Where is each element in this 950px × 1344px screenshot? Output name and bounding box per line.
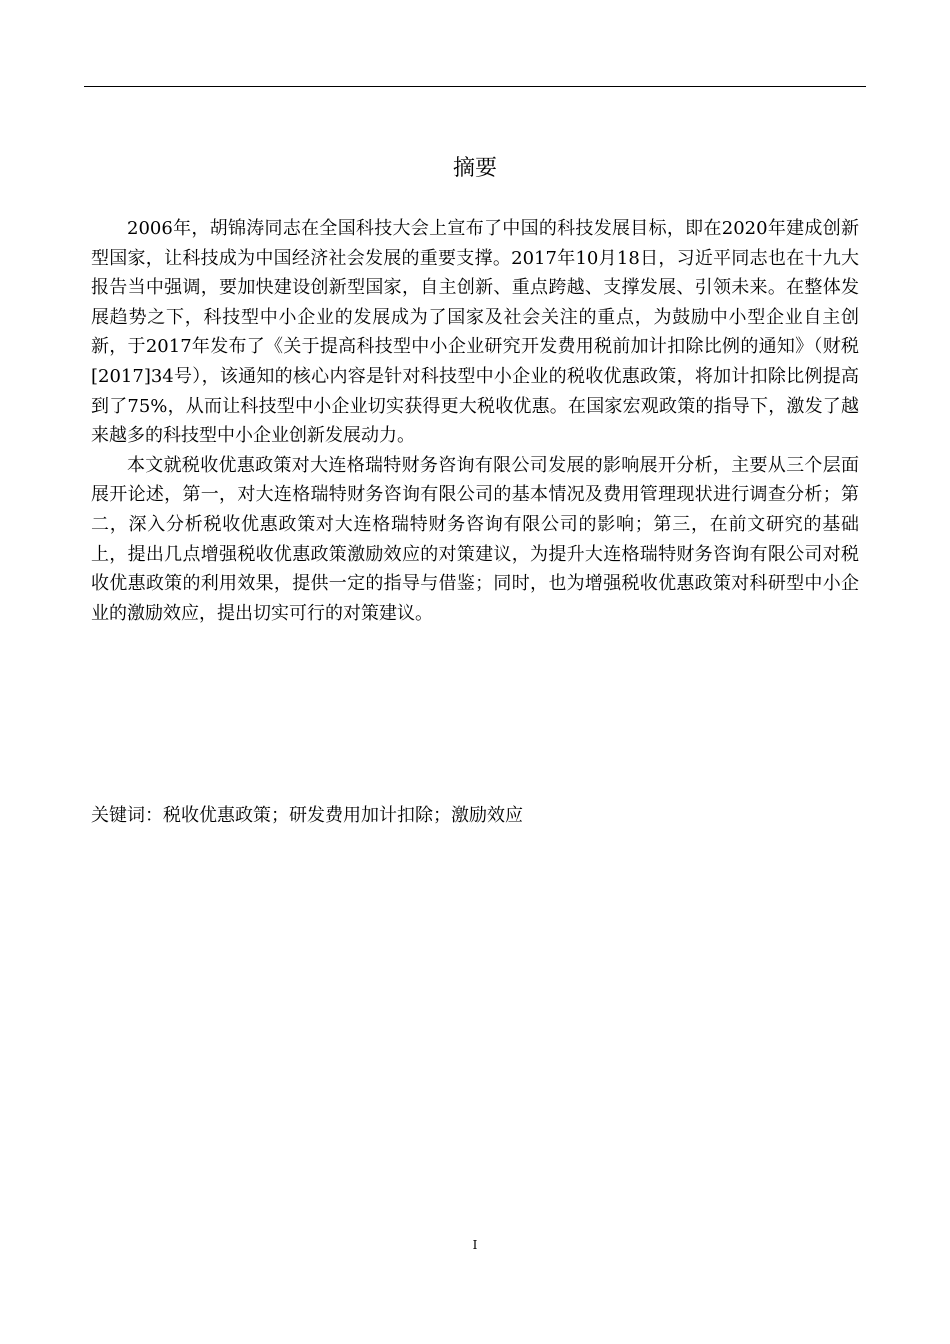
header-rule: [84, 86, 866, 87]
abstract-paragraph-2: 本文就税收优惠政策对大连格瑞特财务咨询有限公司发展的影响展开分析，主要从三个层面展开论述，第一，对大连格瑞特财务咨询有限公司的基本情况及费用管理现状进行调查分析；第二，深入分析税收优惠政策对大连格瑞特财务咨询有限公司的影响；第三，在前文研究的基础上，提出几点增强税收优惠政策激励效应的对策建议，为提升大连格瑞特财务咨询有限公司对税收优惠政策的利用效果，提供一定的指导与借鉴；同时，也为增强税收优惠政策对科研型中小企业的激励效应，提出切实可行的对策建议。: [91, 454, 859, 624]
abstract-body: [91, 214, 859, 628]
keywords-label: 关键词：: [91, 805, 163, 826]
page-number: I: [472, 1238, 478, 1252]
abstract-paragraph-1: 2006年，胡锦涛同志在全国科技大会上宣布了中国的科技发展目标，即在2020年建成创新型国家，让科技成为中国经济社会发展的重要支撑。2017年10月18日，习近平同志也在十九大报告当中强调，要加快建设创新型国家，自主创新、重点跨越、支撑发展、引领未来。在整体发展趋势之下，科技型中小企业的发展成为了国家及社会关注的重点，为鼓励中小型企业自主创新，于2017年发布了《关于提高科技型中小企业研究开发费用税前加计扣除比例的通知》（财税[2017]34号），该通知的核心内容是针对科技型中小企业的税收优惠政策，将加计扣除比例提高到了75%，从而让科技型中小企业切实获得更大税收优惠。在国家宏观政策的指导下，激发了越来越多的科技型中小企业创新发展动力。: [91, 218, 859, 447]
keywords-line: [91, 801, 859, 831]
keywords-value: 税收优惠政策；研发费用加计扣除；激励效应: [163, 805, 523, 826]
abstract-title: 摘要: [452, 156, 497, 181]
